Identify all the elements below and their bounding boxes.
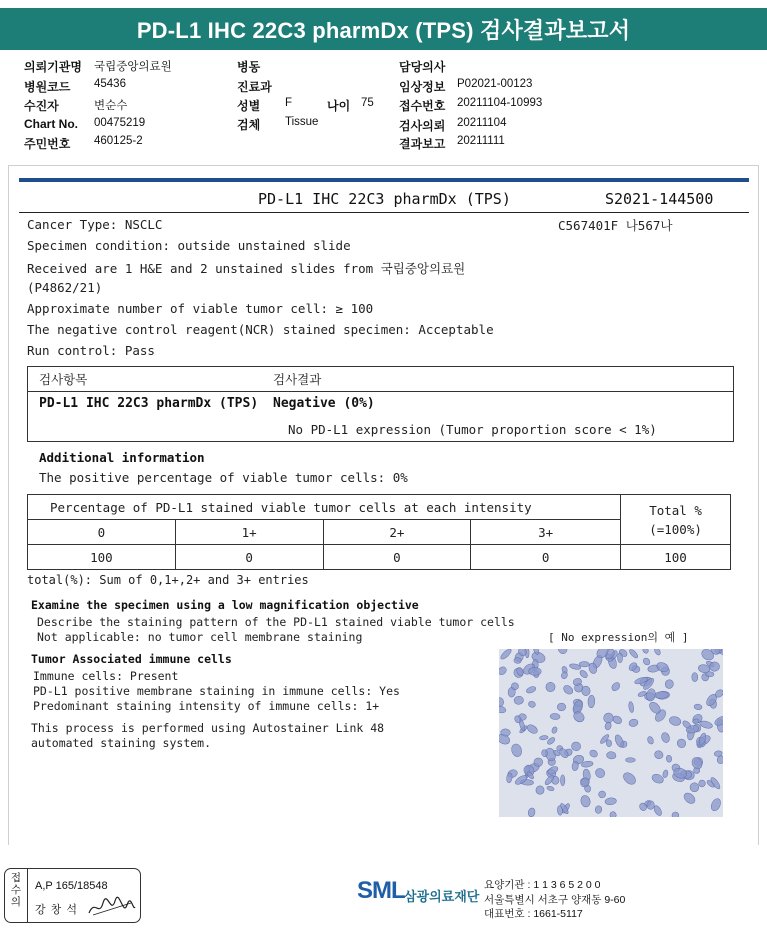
cell-nucleus	[706, 672, 714, 677]
test-result: Negative (0%)	[273, 396, 375, 411]
test-item: PD-L1 IHC 22C3 pharmDx (TPS)	[39, 396, 259, 411]
sex-value: F	[285, 97, 293, 109]
additional-info-title: Additional information	[39, 450, 205, 465]
age-label: 나이	[327, 99, 351, 113]
table-footnote: total(%): Sum of 0,1+,2+ and 3+ entries	[27, 573, 309, 587]
request-date-value: 20211104	[457, 117, 507, 129]
examine-title: Examine the specimen using a low magnification objective	[31, 598, 419, 612]
cell-nucleus	[561, 775, 565, 786]
intensity-column-header: 3+	[471, 520, 621, 545]
specimen-value: Tissue	[285, 116, 319, 128]
col-result-header: 검사결과	[273, 372, 322, 387]
block-id: C567401F 나567나	[558, 218, 673, 233]
cell-nucleus	[514, 657, 522, 663]
cell-nucleus	[501, 729, 511, 737]
report-line: Approximate number of viable tumor cell: ≥ 100	[27, 301, 374, 316]
report-line: Run control: Pass	[27, 343, 155, 358]
chart-no-value: 00475219	[94, 117, 146, 129]
specimen-label: 검체	[237, 118, 261, 132]
doctor-label: 담당의사	[399, 60, 446, 74]
microscopy-image	[499, 649, 723, 817]
hospital-code-label: 병원코드	[24, 80, 71, 94]
intensity-table	[27, 494, 731, 570]
ward-label: 병동	[237, 60, 261, 74]
clinical-info-value: P02021-00123	[457, 78, 533, 90]
result-detail: No PD-L1 expression (Tumor proportion score < 1%)	[288, 422, 657, 437]
additional-info-text: The positive percentage of viable tumor cells: 0%	[39, 470, 408, 485]
report-test-title: PD-L1 IHC 22C3 pharmDx (TPS)	[258, 190, 511, 208]
intensity-column-header: 0	[28, 520, 176, 545]
signature-icon	[87, 895, 137, 919]
intensity-value: 0	[323, 545, 471, 570]
report-title: PD-L1 IHC 22C3 pharmDx (TPS) 검사결과보고서	[0, 8, 767, 50]
request-date-label: 검사의뢰	[399, 119, 446, 133]
pathologist-name: 강 창 석	[35, 904, 78, 916]
tissue-illustration	[499, 649, 723, 817]
ap-number: A,P 165/18548	[35, 880, 108, 892]
title-divider	[19, 212, 749, 213]
cell-nucleus	[557, 805, 563, 815]
resident-no-value: 460125-2	[94, 135, 143, 147]
report-line: Received are 1 H&E and 2 unstained slides from 국립중앙의료원	[27, 261, 466, 276]
chart-no-label: Chart No.	[24, 117, 78, 131]
logo-org-name: 삼광의료재단	[404, 889, 480, 904]
age-value: 75	[361, 97, 374, 109]
total-header	[621, 495, 731, 545]
receipt-stamp	[4, 868, 141, 923]
process-line: This process is performed using Autostainer Link 48	[31, 721, 385, 735]
institution-label: 의뢰기관명	[24, 60, 82, 74]
result-box-divider	[28, 391, 733, 392]
total-value: 100	[621, 545, 731, 570]
cell-nucleus	[511, 683, 518, 690]
examine-line: Not applicable: no tumor cell membrane staining	[37, 630, 363, 644]
receiver-label: 수진자	[24, 99, 59, 113]
hospital-code-value: 45436	[94, 78, 126, 90]
report-line: (P4862/21)	[27, 280, 103, 295]
stamp-side-label	[5, 869, 28, 922]
report-line: Specimen condition: outside unstained slide	[27, 238, 351, 253]
department-label: 진료과	[237, 80, 272, 94]
intensity-value: 0	[471, 545, 621, 570]
logo-mark: SML	[357, 877, 405, 904]
cell-nucleus	[692, 673, 698, 682]
accession-label: 접수번호	[399, 99, 446, 113]
intensity-column-header: 1+	[175, 520, 323, 545]
contact-line: 요양기관 : 1 1 3 6 5 2 0 0	[484, 879, 601, 891]
cell-nucleus	[557, 703, 566, 711]
cell-nucleus	[579, 661, 589, 667]
immune-line: PD-L1 positive membrane staining in immune cells: Yes	[33, 684, 400, 698]
institution-value: 국립중앙의료원	[94, 61, 172, 73]
report-line: The negative control reagent(NCR) stained specimen: Acceptable	[27, 322, 494, 337]
receiver-value: 변순수	[94, 100, 128, 112]
cell-nucleus	[617, 653, 623, 663]
accent-divider	[19, 178, 749, 182]
cell-nucleus	[529, 667, 542, 675]
report-date-value: 20211111	[457, 135, 505, 147]
total-header-line2: (=100%)	[649, 521, 702, 537]
cell-nucleus	[625, 758, 635, 763]
immune-line: Immune cells: Present	[33, 669, 179, 683]
process-line: automated staining system.	[31, 736, 212, 750]
stamp-char: 의	[10, 896, 22, 908]
total-header-line1: Total %	[649, 502, 702, 518]
cell-nucleus	[709, 662, 719, 672]
examine-line: Describe the staining pattern of the PD-L1 stained viable tumor cells	[37, 615, 515, 629]
contact-line: 대표번호 : 1661-5117	[484, 908, 583, 920]
accession-value: 20211104-10993	[457, 97, 543, 109]
intensity-value: 100	[28, 545, 176, 570]
report-date-label: 결과보고	[399, 137, 446, 151]
intensity-table-header: Percentage of PD-L1 stained viable tumor cells at each intensity	[28, 495, 621, 520]
sex-label: 성별	[237, 99, 261, 113]
intensity-value: 0	[175, 545, 323, 570]
stamp-char: 수	[10, 884, 22, 896]
immune-title: Tumor Associated immune cells	[31, 652, 232, 666]
stamp-char: 접	[10, 872, 22, 884]
image-caption: [ No expression의 예 ]	[548, 631, 689, 644]
intensity-column-header: 2+	[323, 520, 471, 545]
col-item-header: 검사항목	[39, 372, 88, 387]
clinical-info-label: 임상정보	[399, 80, 446, 94]
contact-line: 서울특별시 서초구 양재동 9-60	[484, 894, 626, 906]
report-line: Cancer Type: NSCLC	[27, 217, 163, 232]
immune-line: Predominant staining intensity of immune cells: 1+	[33, 699, 380, 713]
report-number: S2021-144500	[605, 190, 714, 208]
resident-no-label: 주민번호	[24, 137, 71, 151]
